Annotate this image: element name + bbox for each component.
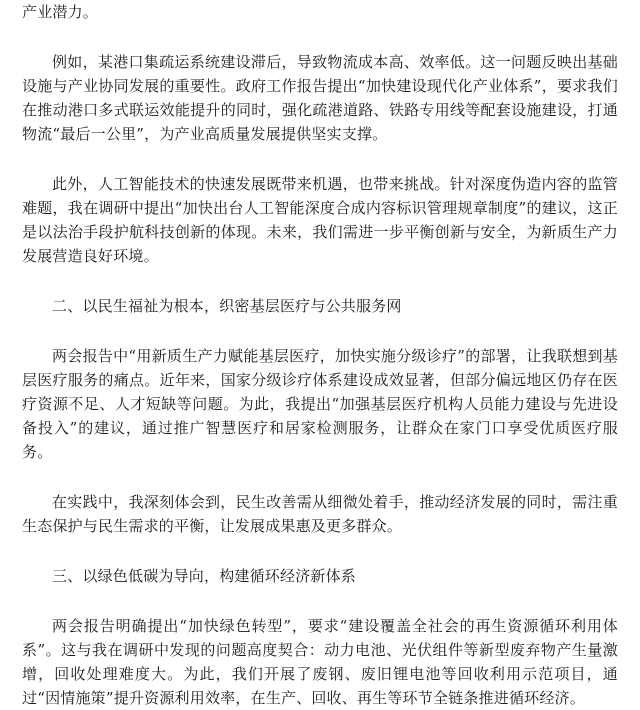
paragraph-port-logistics: 例如，某港口集疏运系统建设滞后，导致物流成本高、效率低。这一问题反映出基础设施与产业协同发展的重要性。政府工作报告提出“加快建设现代化产业体系”，要求我们在推动港口多式联运效能提升的同时，强化疏港道路、铁路专用线等配套设施建设，打通物流“最后一公里”，为产业高质量发展提供坚实支撑。	[22, 53, 618, 143]
paragraph-gap	[22, 24, 618, 50]
paragraph-continuation: 产业潜力。	[22, 3, 99, 21]
paragraph-gap	[22, 464, 618, 490]
paragraph-gap	[22, 268, 618, 294]
section-heading-3: 三、以绿色低碳为导向，构建循环经济新体系	[52, 567, 357, 585]
paragraph-green-transition: 两会报告明确提出“加快绿色转型”，要求“建设覆盖全社会的再生资源循环利用体系”。这与我在调研中发现的问题高度契合：动力电池、光伏组件等新型废弃物产生量激增，回收处理难度大。为此，我们开展了废钢、废旧锂电池等回收利用示范项目，通过“因情施策”提升资源利用效率，在生产、回收、再生等环节全链条推进循环经济。	[22, 617, 618, 707]
paragraph-ai-regulation: 此外，人工智能技术的快速发展既带来机遇，也带来挑战。针对深度伪造内容的监管难题，我在调研中提出“加快出台人工智能深度合成内容标识管理规章制度”的建议，这正是以法治手段护航科技创新的体现。未来，我们需进一步平衡创新与安全，为新质生产力发展营造良好环境。	[22, 175, 618, 265]
paragraph-gap	[22, 146, 618, 172]
paragraph-grassroots-medical: 两会报告中“用新质生产力赋能基层医疗，加快实施分级诊疗”的部署，让我联想到基层医疗服务的痛点。近年来，国家分级诊疗体系建设成效显著，但部分偏远地区仍存在医疗资源不足、人才短缺等问题。为此，我提出“加强基层医疗机构人员能力建设与先进设备投入”的建议，通过推广智慧医疗和居家检测服务，让群众在家门口享受优质医疗服务。	[22, 347, 618, 461]
paragraph-gap	[22, 538, 618, 564]
paragraph-gap	[22, 588, 618, 614]
section-heading-2: 二、以民生福祉为根本，织密基层医疗与公共服务网	[52, 297, 402, 315]
paragraph-livelihood: 在实践中，我深刻体会到，民生改善需从细微处着手，推动经济发展的同时，需注重生态保护与民生需求的平衡，让发展成果惠及更多群众。	[22, 493, 618, 535]
paragraph-gap	[22, 318, 618, 344]
